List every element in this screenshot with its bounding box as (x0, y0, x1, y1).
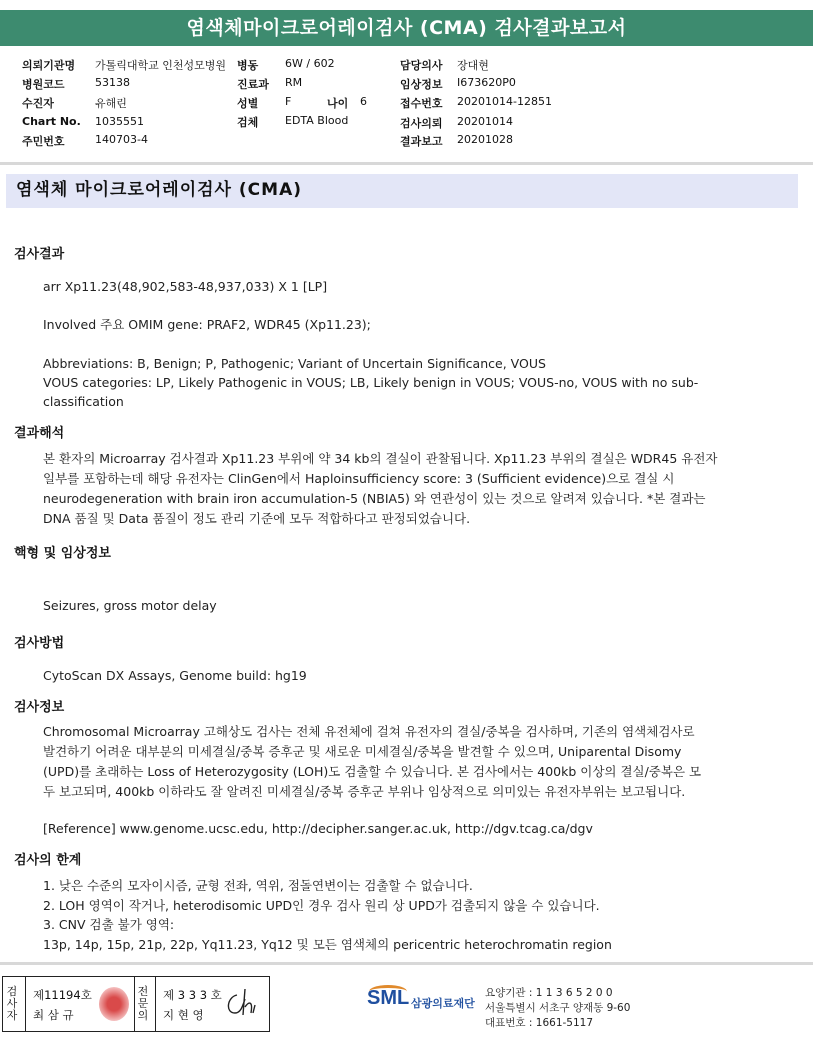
examiner-number: 제11194호 (33, 988, 92, 1002)
receipt-value: 20201014-12851 (457, 95, 552, 108)
report-title: 염색체마이크로어레이검사 (CMA) 검사결과보고서 (0, 10, 813, 46)
divider (134, 977, 135, 1031)
limitation-item: 3. CNV 검출 불가 영역: (43, 917, 175, 932)
patient-label: 수진자 (22, 97, 54, 110)
hospital-code-label: 병원코드 (22, 78, 65, 91)
id-label: 주민번호 (22, 135, 65, 148)
handwritten-signature-icon (223, 985, 263, 1021)
limitations-text (43, 876, 805, 954)
specimen-value: EDTA Blood (285, 114, 349, 127)
reference-links: [Reference] www.genome.ucsc.edu, http://decipher.sanger.ac.uk, http://dgv.tcag.ca/dgv (43, 821, 593, 836)
receipt-label: 접수번호 (400, 97, 443, 110)
sex-value: F (285, 95, 292, 108)
phenotype-text: Seizures, gross motor delay (43, 598, 217, 613)
divider (25, 977, 26, 1031)
hospital-code-value: 53138 (95, 76, 130, 89)
report-date-value: 20201028 (457, 133, 513, 146)
result-abbreviations: Abbreviations: B, Benign; P, Pathogenic; Variant of Uncertain Significance, VOUS (43, 356, 546, 371)
interpretation-text (43, 449, 805, 529)
limitations-heading: 검사의 한계 (14, 853, 82, 868)
specialist-name: 지 현 영 (163, 1008, 204, 1022)
age-value: 6 (360, 95, 367, 108)
test-info-line: 발견하기 어려운 대부분의 미세결실/중복 증후군 및 새로운 미세결실/중복을 발견할 수 있으며, Uniparental Disomy (43, 744, 682, 759)
section-title: 염색체 마이크로어레이검사 (CMA) (6, 174, 798, 208)
ward-label: 병동 (237, 59, 259, 72)
signature-box (2, 976, 270, 1032)
method-heading: 검사방법 (14, 636, 65, 651)
interpretation-line: neurodegeneration with brain iron accumulation-5 (NBIA5) 와 연관성이 있는 것으로 알려져 있습니다. *본 결과는 (43, 491, 706, 506)
address: 서울특별시 서초구 양재동 9-60 (485, 1002, 631, 1014)
org-name: 삼광의료재단 (411, 997, 475, 1010)
divider (0, 162, 813, 165)
divider (0, 962, 813, 965)
test-info-text (43, 722, 805, 802)
divider (155, 977, 156, 1031)
sex-label: 성별 (237, 97, 259, 110)
limitation-item: 13p, 14p, 15p, 21p, 22p, Yq11.23, Yq12 및 모든 염색체의 pericentric heterochromatin region (43, 936, 612, 952)
result-karyotype: arr Xp11.23(48,902,583-48,937,033) X 1 [LP] (43, 279, 328, 294)
interpretation-line: 일부를 포함하는데 해당 유전자는 ClinGen에서 Haploinsufficiency score: 3 (Sufficient evidence)으로 결실 시 (43, 471, 675, 486)
test-info-line: 두 보고되며, 400kb 이하라도 잘 알려진 미세결실/중복 증후군 부위나 임상적으로 의미있는 유전자부위는 보고됩니다. (43, 784, 686, 799)
dept-value: RM (285, 76, 303, 89)
specimen-label: 검체 (237, 116, 259, 129)
interpretation-line: 본 환자의 Microarray 검사결과 Xp11.23 부위에 약 34 kb의 결실이 관찰됩니다. Xp11.23 부위의 결실은 WDR45 유전자 (43, 451, 718, 466)
chart-no-value: 1035551 (95, 115, 144, 128)
limitation-item: 1. 낮은 수준의 모자이시즘, 균형 전좌, 역위, 점돌연변이는 검출할 수 없습니다. (43, 878, 473, 893)
specialist-number: 제 3 3 3 호 (163, 988, 222, 1002)
result-vous-categories-cont: classification (43, 394, 124, 409)
result-vous-categories: VOUS categories: LP, Likely Pathogenic in VOUS; LB, Likely benign in VOUS; VOUS-no, VOUS with no sub- (43, 375, 699, 390)
limitation-item: 2. LOH 영역이 작거나, heterodisomic UPD인 경우 검사 원리 상 UPD가 검출되지 않을 수 있습니다. (43, 897, 600, 913)
dept-label: 진료과 (237, 78, 269, 91)
examiner-name: 최 삼 규 (33, 1008, 74, 1022)
phone: 대표번호 : 1661-5117 (485, 1017, 594, 1029)
institution-label: 의뢰기관명 (22, 59, 76, 72)
result-heading: 검사결과 (14, 247, 65, 262)
examiner-label (6, 986, 20, 1022)
request-date-label: 검사의뢰 (400, 117, 443, 130)
clinical-info-value: I673620P0 (457, 76, 516, 89)
age-label: 나이 (327, 97, 349, 110)
test-info-heading: 검사정보 (14, 700, 65, 715)
method-text: CytoScan DX Assays, Genome build: hg19 (43, 668, 307, 683)
institution-value: 가톨릭대학교 인천성모병원 (95, 59, 227, 72)
request-date-value: 20201014 (457, 115, 513, 128)
specialist-label (137, 986, 151, 1022)
clinical-info-label: 임상정보 (400, 78, 443, 91)
institution-code: 요양기관 : 1 1 3 6 5 2 0 0 (485, 987, 613, 999)
result-omim-genes: Involved 주요 OMIM gene: PRAF2, WDR45 (Xp11.23); (43, 317, 371, 332)
patient-value: 유해린 (95, 97, 127, 110)
test-info-line: Chromosomal Microarray 고해상도 검사는 전체 유전체에 걸쳐 유전자의 결실/중복을 검사하며, 기존의 염색체검사로 (43, 724, 695, 739)
logo-text: SML (367, 987, 410, 1009)
specialist-label-text: 전문의 (137, 985, 149, 1022)
interpretation-line: DNA 품질 및 Data 품질이 정도 관리 기준에 모두 적합하다고 판정되었습니다. (43, 511, 471, 526)
test-info-line: (UPD)를 초래하는 Loss of Heterozygosity (LOH)도 검출할 수 있습니다. 본 검사에서는 400kb 이상의 결실/중복은 모 (43, 764, 702, 779)
examiner-label-text: 검사자 (6, 985, 18, 1022)
ward-value: 6W / 602 (285, 57, 335, 70)
chart-no-label: Chart No. (22, 115, 81, 128)
doctor-value: 장대현 (457, 59, 489, 72)
interpretation-heading: 결과해석 (14, 426, 65, 441)
report-date-label: 결과보고 (400, 135, 443, 148)
id-value: 140703-4 (95, 133, 148, 146)
red-seal-icon (99, 987, 129, 1021)
phenotype-heading: 핵형 및 임상정보 (14, 546, 111, 561)
doctor-label: 담당의사 (400, 59, 443, 72)
